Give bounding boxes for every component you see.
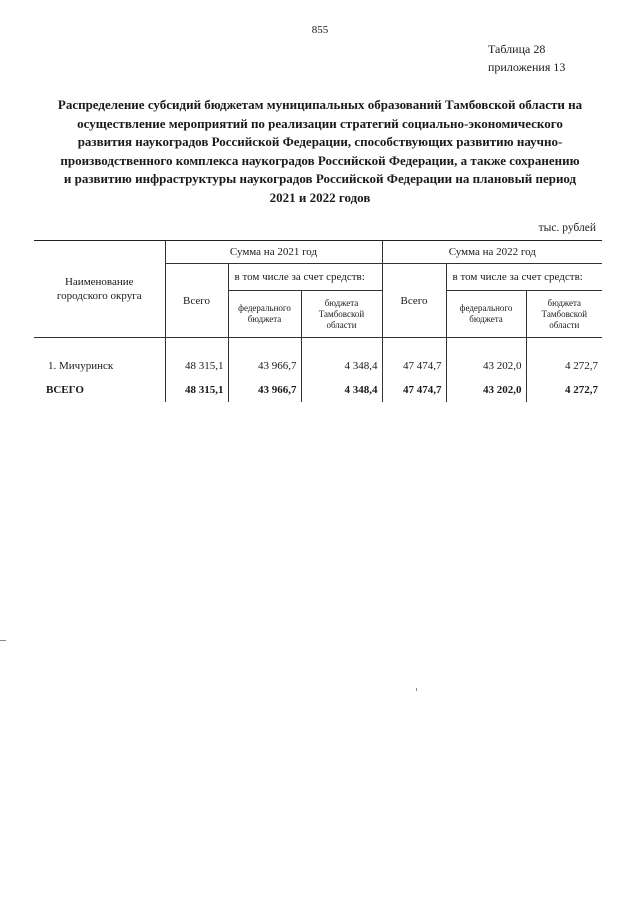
table-ref-line1: Таблица 28 [488, 42, 546, 56]
subsidy-table [34, 240, 602, 402]
total-federal-2021: 43 966,7 [228, 378, 301, 402]
table-row [34, 354, 602, 378]
total-federal-2022: 43 202,0 [446, 378, 526, 402]
header-including-2021: в том числе за счет средств: [228, 264, 382, 291]
header-name-line2: городского округа [56, 290, 142, 302]
row-federal-2022: 43 202,0 [446, 354, 526, 378]
header-name-line1: Наименование [64, 276, 134, 288]
header-federal-line2: бюджета [469, 314, 503, 324]
row-federal-2021: 43 966,7 [228, 354, 301, 378]
header-year-2021: Сумма на 2021 год [165, 241, 382, 264]
page-number: 855 [311, 24, 329, 36]
table-reference [488, 40, 565, 76]
row-name: 1. Мичуринск [48, 360, 114, 372]
header-federal-line1: федерального [459, 303, 513, 313]
header-total-2021: Всего [165, 264, 228, 338]
header-regional-2022 [526, 291, 602, 338]
header-regional-2021 [301, 291, 382, 338]
scan-mark [416, 688, 417, 691]
title-line: 2021 и 2022 годов [269, 189, 371, 205]
header-total-2022: Всего [382, 264, 446, 338]
title-line: развития наукоградов Российской Федерации, способствующих развитию научно- [77, 134, 563, 149]
header-regional-line1: бюджета [547, 297, 582, 308]
total-regional-2022: 4 272,7 [526, 378, 602, 402]
header-regional-line3: области [549, 319, 580, 330]
scan-mark [0, 640, 6, 641]
total-2022: 47 474,7 [382, 378, 446, 402]
header-regional-line1: бюджета [324, 297, 359, 308]
header-federal-line1: федерального [238, 303, 291, 313]
units-label: тыс. рублей [538, 222, 596, 234]
spacer-row [34, 338, 602, 355]
table-ref-line2: приложения 13 [488, 60, 566, 74]
title-line: осуществление мероприятий по реализации стратегий социально-экономического [77, 115, 563, 131]
row-total-2022: 47 474,7 [382, 354, 446, 378]
title-line: производственного комплекса наукоградов Российской Федерации, а также сохранению [60, 152, 580, 168]
title-line: Распределение субсидий бюджетам муниципальных образований Тамбовской области на [57, 97, 583, 112]
row-regional-2022: 4 272,7 [526, 354, 602, 378]
total-name: ВСЕГО [46, 384, 84, 396]
header-regional-line2: Тамбовской [541, 308, 588, 319]
header-name [34, 241, 165, 338]
header-federal-line2: бюджета [247, 314, 282, 324]
header-year-2022: Сумма на 2022 год [382, 241, 602, 264]
total-2021: 48 315,1 [165, 378, 228, 402]
document-title [30, 96, 610, 207]
header-regional-line3: области [326, 319, 357, 330]
header-including-2022: в том числе за счет средств: [446, 264, 602, 291]
row-total-2021: 48 315,1 [165, 354, 228, 378]
title-line: и развитию инфраструктуры наукоградов Российской Федерации на плановый период [63, 171, 577, 186]
header-federal-2021 [228, 291, 301, 338]
total-row [34, 378, 602, 402]
total-regional-2021: 4 348,4 [301, 378, 382, 402]
header-regional-line2: Тамбовской [318, 308, 365, 319]
header-federal-2022 [446, 291, 526, 338]
row-regional-2021: 4 348,4 [301, 354, 382, 378]
